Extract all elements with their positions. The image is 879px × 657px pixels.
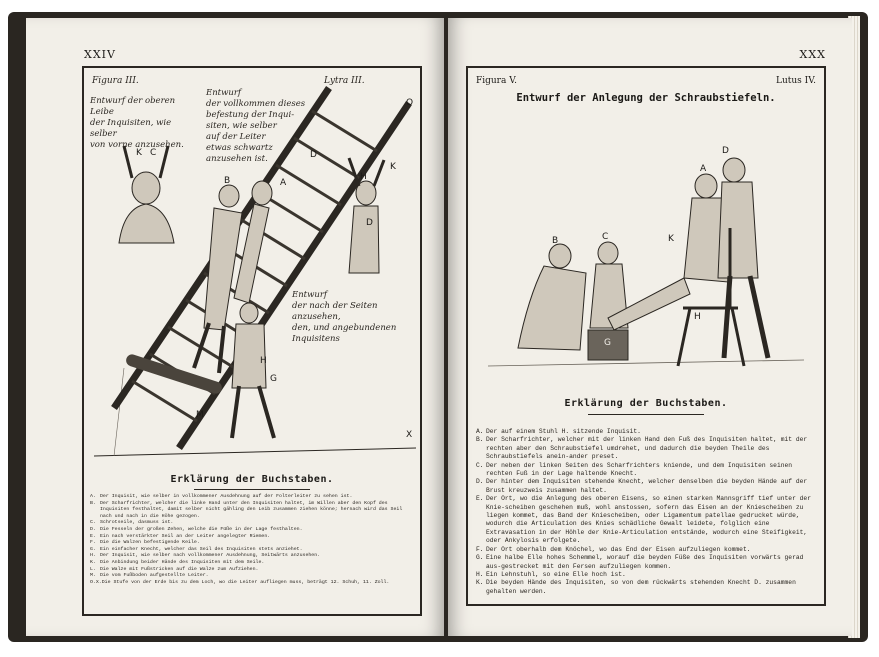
right-figure-label: Figura V. [476, 76, 517, 86]
list-item: K. Die beyden Hände des Inquisiten, so von dem rückwärts stehenden Knecht D. zusammen gehalten werden. [476, 579, 796, 595]
list-item: C. Der neben der linken Seiten des Scharfrichters kniende, und dem Inquisiten seinen rechten Fuß in der Lage haltende Knecht. [476, 461, 793, 478]
right-key-rule [588, 414, 704, 415]
caption-upper-left: Entwurf der oberen Leibe der Inquisiten, wie selber von vorne anzusehen. [90, 96, 184, 150]
right-key-title: Erklärung der Buchstaben. [564, 398, 728, 409]
letter-g: G [604, 338, 611, 348]
right-lytra-label: Lutus IV. [775, 76, 816, 86]
boot-engraving [468, 68, 824, 388]
list-item: C. Schrotseile, dasmuss ist. [90, 520, 174, 526]
left-key-rule [194, 489, 310, 490]
list-item: G. Eine halbe Elle hohes Schemmel, worauf die beyden Füße des Inquisiten vorwärts gerad aus-gestrecket mit den Fersen aufzuliegen kommen. [476, 554, 804, 570]
figure-label: Figura III. [92, 76, 139, 86]
right-page-number: XXX [799, 48, 826, 61]
letter-k: K [668, 234, 674, 244]
letter-a: A [280, 178, 287, 188]
letter-m: M [196, 410, 204, 420]
letter-x: X [406, 430, 413, 440]
letter-c: C [602, 232, 609, 242]
right-plate-frame [466, 66, 826, 606]
letter-d-right: D [366, 218, 373, 228]
list-item: D. Die Fesseln der großen Zehen, welche die Füße in der Lage festhalten. [90, 526, 303, 532]
list-item: D. Der hinter dem Inquisiten stehende Knecht, welcher denselben die beyden Hände auf der Brust kreuzweis zusammen haltet. [476, 478, 808, 494]
list-item: G. Ein einfacher Knecht, welcher das Seil des Inquisiten stets anziehet. [90, 546, 303, 552]
list-item: B. Der Scharfrichter, welcher mit der linken Hand den Fuß des Inquisiten haltet, mit der rechten aber den Schraubstiefel umdrehet, und dadurch die beyden Theile des Schraubstiefels anein-ander preset. [476, 436, 808, 461]
left-plate-frame [82, 66, 422, 616]
letter-c: C [150, 148, 157, 158]
right-plate-title: Entwurf der Anlegung der Schraubstiefeln. [516, 92, 776, 104]
right-page [448, 18, 852, 636]
list-item: H. Der Inquisit, wie selber nach vollkommener Ausdehnung, Seitwärts anzusehen. [90, 553, 321, 559]
letter-k: K [136, 148, 142, 158]
list-item: A. Der Inquisit, wie selber in vollkommener Ausdehnung auf der Folterleiter zu sehen ist. [90, 494, 353, 499]
letter-h-right: H [360, 172, 367, 182]
left-key-title: Erklärung der Buchstaben. [170, 474, 334, 485]
list-item: H. Ein Lehnstuhl, so eine Elle hoch ist. [476, 570, 626, 578]
list-item: E. Ein nach verstärkter Seil an der Leiter angelegter Riemen. [90, 533, 271, 539]
left-key-list [90, 494, 416, 586]
letter-h: H [694, 312, 701, 322]
list-item: F. Die die Walzen befestigende Keile. [90, 540, 200, 546]
letter-k-right: K [390, 162, 396, 172]
list-item: A. Der auf einem Stuhl H. sitzende Inquisit. [476, 428, 641, 435]
caption-lower-right: Entwurf der nach der Seiten anzusehen, den, und angebundenen Inquisitens [292, 290, 397, 344]
open-book [8, 12, 868, 642]
left-page-number: XXIV [84, 48, 116, 61]
ladder-label: Lytra III. [324, 76, 365, 86]
list-item: K. Die Anbindung beider Hände des Inquisiten mit dem Seile. [90, 559, 265, 565]
letter-h-lower: H [260, 356, 267, 366]
list-item: O.X. Die Stufe von der Erde bis zu dem Loch, wo die Leiter aufliegen muss, beträgt 12. Schuh, 11. Zoll. [90, 579, 390, 585]
right-key-list [476, 428, 818, 596]
letter-d: D [722, 146, 729, 156]
letter-a: A [700, 164, 707, 174]
caption-upper-center: Entwurf der vollkommen dieses befestung der Inqui- siten, wie selber auf der Leiter etwas schwartz anzusehen ist. [206, 88, 306, 164]
left-page [26, 18, 444, 636]
letter-d-top: D [310, 150, 317, 160]
list-item: M. Die vom Fußboden aufgestellte Leiter. [90, 573, 209, 579]
letter-b: B [552, 236, 559, 246]
list-item: B. Der Scharfrichter, welcher die linke Hand unter den Inquisiten haltet, im Willen aber den Kopf des Inquisiten festhaltet, damit selber nicht gähling den Leib zusammen ziehen könne; hernach wird das Seil nach und nach in die Höhe gezogen. [90, 500, 403, 519]
list-item: E. Der Ort, wo die Anlegung des oberen Eisens, so einen starken Mannsgriff tief unter der Knie-scheiben geschehen muß, wohl anstossen, sofern das Eisen an der Kniescheiben zu liegen kommet, das Band der Kniescheiben, oder Ligamentum patellae gedrucket würde, wodurch die Articulation des Knies schädliche Gewalt leidete, folglich eine Extravasation in der Höhle der Knie-Articulation entstände, wodurch eine Steifigkeit, oder Ankylosis erfolgete. [476, 495, 811, 545]
letter-b: B [224, 176, 231, 186]
list-item: F. Der Ort oberhalb dem Knöchel, wo das End der Eisen aufzuliegen kommet. [476, 545, 751, 553]
letter-g: G [270, 374, 277, 384]
list-item: L. Die Walze mit Fußstricken auf die Walze zum Aufziehen. [90, 566, 259, 572]
letter-o: O [406, 98, 414, 108]
